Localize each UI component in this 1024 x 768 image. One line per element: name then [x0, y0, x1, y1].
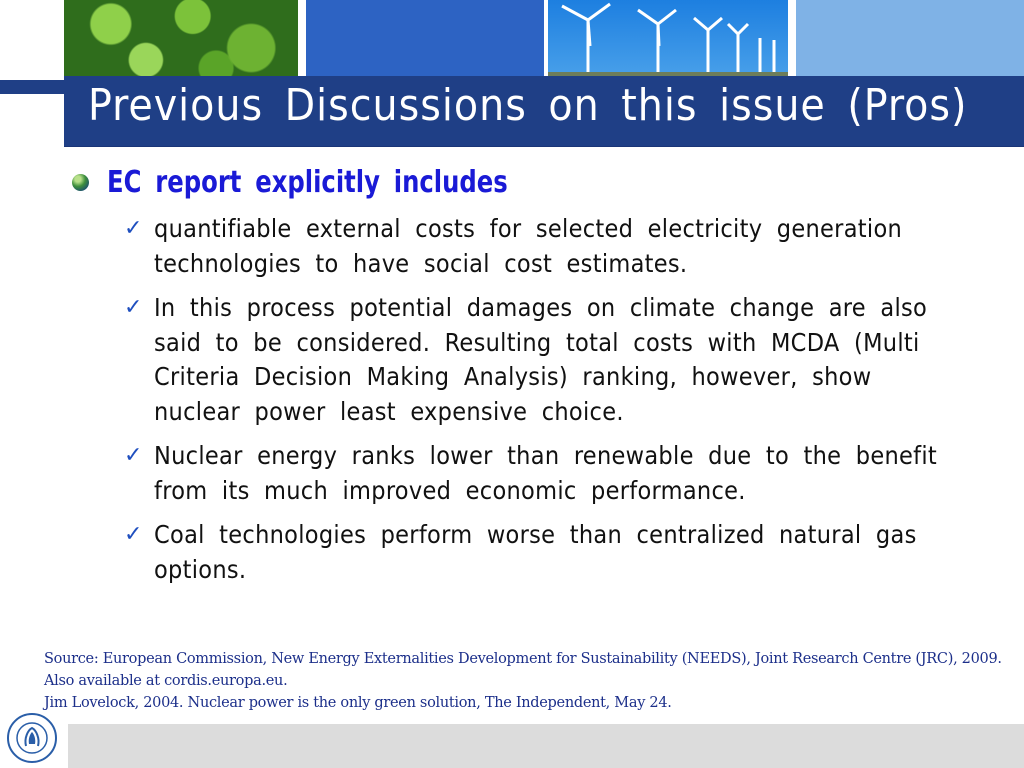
source-line-1: Source: European Commission, New Energy Externalities Development for Sustainability (NEEDS), Joint Research Centre (JRC), 2009. Also available at cordis.europa.eu.	[44, 651, 1002, 689]
blue-panel	[306, 0, 544, 80]
sub-bullet-list	[124, 212, 964, 597]
main-bullet-text: EC report explicitly includes	[107, 165, 508, 200]
university-seal-logo-icon	[6, 712, 58, 764]
green-leaves-image	[64, 0, 298, 80]
checkmark-icon: ✓	[124, 216, 143, 241]
wind-turbines-graphic	[548, 0, 788, 80]
source-citation	[44, 648, 1004, 714]
header-divider	[788, 0, 796, 80]
slide-title: Previous Discussions on this issue (Pros)	[88, 80, 968, 131]
footer-bar	[68, 724, 1024, 768]
sub-bullet-item	[124, 291, 964, 429]
source-line-2: Jim Lovelock, 2004. Nuclear power is the only green solution, The Independent, May 24.	[44, 695, 672, 711]
checkmark-icon: ✓	[124, 295, 143, 320]
sky-panel	[796, 0, 1024, 80]
checkmark-icon: ✓	[124, 443, 143, 468]
sub-bullet-text: Coal technologies perform worse than centralized natural gas options.	[154, 520, 917, 584]
sub-bullet-item	[124, 212, 964, 281]
main-bullet	[72, 165, 552, 200]
sub-bullet-item	[124, 439, 964, 508]
sub-bullet-text: In this process potential damages on climate change are also said to be considered. Resulting total costs with MCDA (Multi Criteria Decision Making Analysis) ranking, however, show nuclear power least expensive choice.	[154, 293, 928, 426]
sphere-bullet-icon	[72, 174, 89, 191]
sub-bullet-text: Nuclear energy ranks lower than renewable due to the benefit from its much improved economic performance.	[154, 441, 938, 505]
title-bar	[64, 76, 1024, 147]
sub-bullet-item	[124, 518, 964, 587]
header-divider	[298, 0, 306, 80]
title-accent-band	[0, 80, 64, 94]
wind-turbines-image	[548, 0, 788, 80]
sub-bullet-text: quantifiable external costs for selected electricity generation technologies to have social cost estimates.	[154, 214, 903, 278]
checkmark-icon: ✓	[124, 522, 143, 547]
header-left-blank	[0, 0, 64, 80]
